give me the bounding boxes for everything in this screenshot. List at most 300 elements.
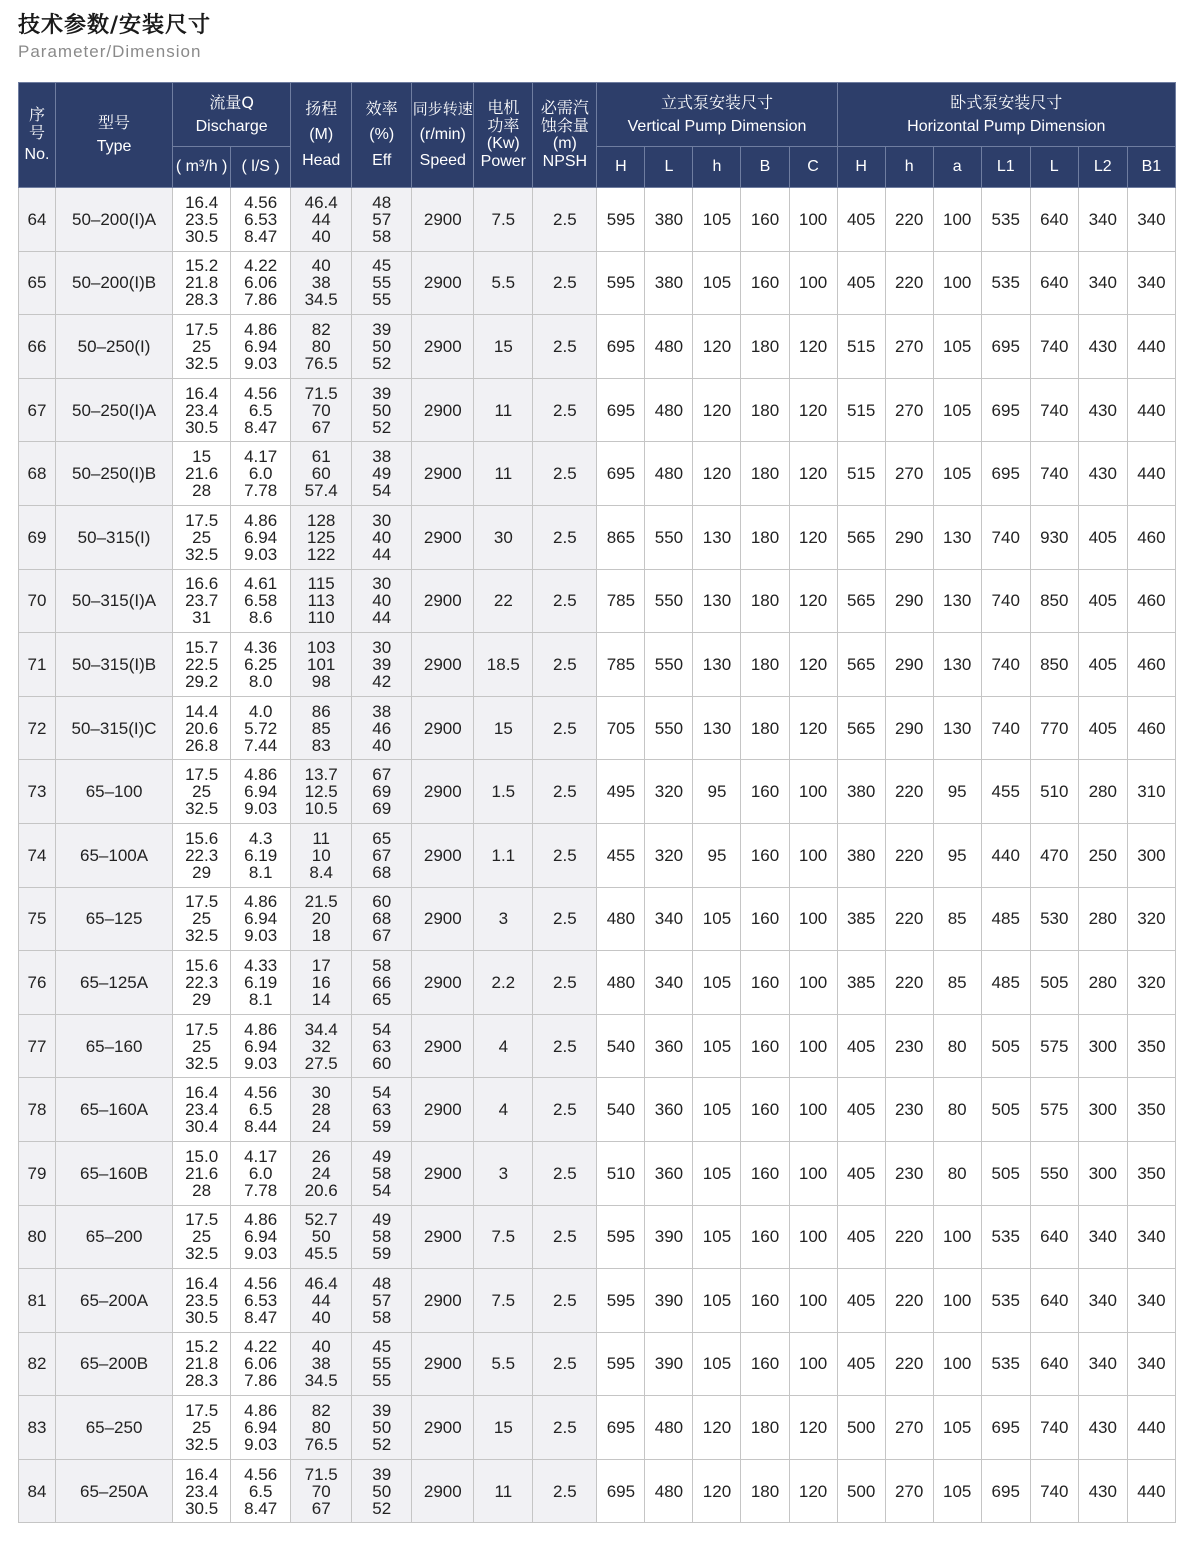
cell-discharge-ls-value: 8.44 [244, 1117, 278, 1137]
cell-no: 81 [19, 1269, 56, 1333]
cell-horizontal-dim: 640 [1030, 188, 1078, 252]
cell-head-value: 12.5 [304, 782, 338, 802]
cell-head [291, 315, 352, 379]
cell-eff [352, 442, 412, 506]
cell-speed: 2900 [412, 1014, 474, 1078]
cell-discharge-ls-value: 6.25 [244, 654, 278, 674]
cell-discharge-m3h [173, 442, 231, 506]
cell-discharge-m3h [173, 696, 231, 760]
cell-horizontal-dim: 80 [933, 1014, 981, 1078]
cell-no: 79 [19, 1141, 56, 1205]
cell-vertical-dim: 550 [645, 696, 693, 760]
cell-discharge-m3h-value: 31 [192, 608, 212, 628]
cell-head-value: 24 [311, 1163, 331, 1183]
cell-vertical-dim: 595 [597, 1332, 645, 1396]
cell-eff-value: 57 [372, 1290, 392, 1310]
cell-vertical-dim: 360 [645, 1078, 693, 1142]
cell-eff-value: 60 [372, 892, 392, 912]
cell-horizontal-dim: 105 [933, 378, 981, 442]
cell-vertical-dim: 100 [789, 951, 837, 1015]
cell-discharge-m3h [173, 633, 231, 697]
cell-power: 3 [474, 887, 533, 951]
cell-head-value: 128 [307, 510, 336, 530]
cell-discharge-m3h-value: 15.7 [185, 637, 219, 657]
cell-vertical-dim: 320 [645, 760, 693, 824]
cell-horizontal-dim: 640 [1030, 251, 1078, 315]
cell-horizontal-dim: 80 [933, 1141, 981, 1205]
cell-speed: 2900 [412, 760, 474, 824]
cell-horizontal-dim: 405 [837, 1141, 885, 1205]
cell-head [291, 696, 352, 760]
cell-vertical-dim: 360 [645, 1141, 693, 1205]
cell-type: 50–250(I)B [56, 442, 173, 506]
cell-power: 7.5 [474, 1205, 533, 1269]
cell-horizontal-dim: 850 [1030, 633, 1078, 697]
cell-horizontal-dim: 440 [1127, 1459, 1175, 1523]
cell-horizontal-dim: 220 [885, 188, 933, 252]
cell-head-value: 76.5 [304, 1435, 338, 1455]
cell-discharge-m3h-value: 17.5 [185, 1401, 219, 1421]
cell-eff-value: 57 [372, 209, 392, 229]
cell-no: 72 [19, 696, 56, 760]
cell-discharge-m3h-value: 23.4 [185, 1481, 219, 1501]
cell-vertical-dim: 160 [741, 951, 789, 1015]
cell-discharge-m3h [173, 1014, 231, 1078]
cell-eff-value: 38 [372, 701, 392, 721]
cell-type: 50–315(I) [56, 505, 173, 569]
cell-discharge-m3h [173, 760, 231, 824]
cell-no: 84 [19, 1459, 56, 1523]
cell-vertical-dim: 105 [693, 1141, 741, 1205]
cell-horizontal-dim: 405 [1078, 569, 1127, 633]
cell-discharge-m3h-value: 30.5 [185, 417, 219, 437]
page-title: 技术参数/安装尺寸 [18, 13, 212, 38]
cell-discharge-m3h-value: 29 [192, 989, 212, 1009]
cell-eff-value: 55 [372, 290, 392, 310]
cell-discharge-m3h-value: 15.6 [185, 955, 219, 975]
cell-horizontal-dim: 220 [885, 1205, 933, 1269]
cell-discharge-m3h-value: 32.5 [185, 353, 219, 373]
cell-power: 30 [474, 505, 533, 569]
cell-discharge-ls-value: 4.86 [244, 1210, 278, 1230]
cell-eff [352, 1269, 412, 1333]
cell-horizontal-dim: 270 [885, 1396, 933, 1460]
cell-eff-value: 38 [372, 447, 392, 467]
cell-speed: 2900 [412, 569, 474, 633]
cell-no: 82 [19, 1332, 56, 1396]
cell-type: 65–160 [56, 1014, 173, 1078]
cell-horizontal-dim: 105 [933, 1396, 981, 1460]
cell-horizontal-dim: 380 [837, 760, 885, 824]
cell-head-value: 80 [311, 1418, 331, 1438]
cell-head [291, 1205, 352, 1269]
cell-discharge-m3h [173, 823, 231, 887]
cell-npsh: 2.5 [533, 633, 597, 697]
cell-horizontal-dim: 280 [1078, 951, 1127, 1015]
cell-discharge-m3h-value: 23.5 [185, 1290, 219, 1310]
cell-vertical-dim: 180 [741, 1459, 789, 1523]
cell-vertical-dim: 95 [693, 760, 741, 824]
cell-npsh: 2.5 [533, 823, 597, 887]
cell-eff-value: 65 [372, 828, 392, 848]
cell-eff-value: 46 [372, 718, 392, 738]
cell-head [291, 1014, 352, 1078]
cell-head-value: 70 [311, 1481, 331, 1501]
cell-horizontal-dim: 300 [1078, 1078, 1127, 1142]
cell-head [291, 1141, 352, 1205]
cell-vertical-dim: 100 [789, 1332, 837, 1396]
cell-head-value: 80 [311, 336, 331, 356]
cell-discharge-m3h-value: 23.4 [185, 400, 219, 420]
cell-eff-value: 52 [372, 1435, 392, 1455]
cell-vertical-dim: 120 [789, 442, 837, 506]
cell-head-value: 10.5 [304, 799, 338, 819]
cell-discharge-ls-value: 6.53 [244, 209, 278, 229]
cell-discharge-m3h-value: 17.5 [185, 765, 219, 785]
cell-horizontal-dim: 575 [1030, 1014, 1078, 1078]
cell-discharge-ls-value: 6.19 [244, 845, 278, 865]
cell-discharge-ls-value: 4.0 [248, 701, 273, 721]
cell-horizontal-dim: 440 [1127, 1396, 1175, 1460]
cell-horizontal-dim: 515 [837, 315, 885, 379]
cell-vertical-dim: 480 [645, 1396, 693, 1460]
cell-head-value: 115 [307, 574, 335, 594]
cell-discharge-m3h-value: 28.3 [185, 1371, 219, 1391]
cell-vertical-dim: 595 [597, 1205, 645, 1269]
cell-power: 18.5 [474, 633, 533, 697]
cell-eff [352, 1014, 412, 1078]
cell-vertical-dim: 160 [741, 1078, 789, 1142]
cell-horizontal-dim: 460 [1127, 633, 1175, 697]
cell-discharge-m3h-value: 30.5 [185, 1498, 219, 1518]
cell-discharge-ls [231, 760, 291, 824]
cell-head-value: 13.7 [304, 765, 338, 785]
cell-type: 50–200(I)B [56, 251, 173, 315]
cell-horizontal-dim: 695 [981, 378, 1030, 442]
cell-vertical-dim: 120 [789, 633, 837, 697]
cell-eff-value: 66 [372, 972, 392, 992]
cell-discharge-m3h [173, 505, 231, 569]
cell-discharge-ls-value: 6.5 [248, 1481, 273, 1501]
cell-discharge-m3h-value: 23.4 [185, 1100, 219, 1120]
cell-head-value: 67 [311, 417, 331, 437]
cell-vertical-dim: 390 [645, 1269, 693, 1333]
cell-eff-value: 67 [372, 926, 392, 946]
cell-vertical-dim: 180 [741, 442, 789, 506]
cell-vertical-dim: 480 [645, 378, 693, 442]
cell-head-value: 34.4 [304, 1019, 338, 1039]
cell-horizontal-dim: 340 [1127, 1269, 1175, 1333]
cell-npsh: 2.5 [533, 1205, 597, 1269]
cell-discharge-ls-value: 4.56 [244, 1273, 278, 1293]
cell-discharge-m3h-value: 16.4 [185, 1464, 219, 1484]
cell-eff [352, 251, 412, 315]
cell-discharge-ls-value: 9.03 [244, 544, 278, 564]
cell-horizontal-dim: 340 [1078, 1332, 1127, 1396]
cell-horizontal-dim: 350 [1127, 1078, 1175, 1142]
cell-discharge-ls-value: 6.0 [248, 464, 273, 484]
cell-eff-value: 63 [372, 1100, 392, 1120]
cell-vertical-dim: 360 [645, 1014, 693, 1078]
cell-horizontal-dim: 405 [837, 1205, 885, 1269]
cell-head-value: 60 [311, 464, 331, 484]
cell-horizontal-dim: 340 [1127, 251, 1175, 315]
table-row [19, 315, 1176, 379]
cell-discharge-ls [231, 315, 291, 379]
cell-discharge-m3h-value: 25 [192, 1418, 212, 1438]
cell-horizontal-dim: 405 [1078, 505, 1127, 569]
cell-eff-value: 52 [372, 353, 392, 373]
cell-discharge-ls-value: 9.03 [244, 1244, 278, 1264]
cell-head-value: 103 [307, 637, 336, 657]
cell-horizontal-dim: 340 [1078, 251, 1127, 315]
cell-head-value: 26 [311, 1146, 331, 1166]
cell-discharge-m3h-value: 29 [192, 862, 212, 882]
cell-discharge-m3h-value: 15.2 [185, 256, 219, 276]
cell-horizontal-dim: 130 [933, 696, 981, 760]
cell-eff-value: 50 [372, 336, 392, 356]
cell-head-value: 45.5 [304, 1244, 338, 1264]
table-row [19, 1141, 1176, 1205]
cell-horizontal-dim: 740 [1030, 378, 1078, 442]
cell-head-value: 52.7 [304, 1210, 338, 1230]
cell-discharge-ls-value: 4.61 [244, 574, 278, 594]
cell-speed: 2900 [412, 315, 474, 379]
cell-npsh: 2.5 [533, 251, 597, 315]
cell-no: 64 [19, 188, 56, 252]
cell-horizontal-dim: 290 [885, 633, 933, 697]
cell-eff-value: 63 [372, 1036, 392, 1056]
cell-speed: 2900 [412, 951, 474, 1015]
cell-vertical-dim: 455 [597, 823, 645, 887]
cell-vertical-dim: 180 [741, 696, 789, 760]
cell-discharge-ls [231, 1332, 291, 1396]
cell-head-value: 20 [311, 909, 331, 929]
cell-vertical-dim: 120 [693, 315, 741, 379]
cell-power: 11 [474, 1459, 533, 1523]
cell-head-value: 10 [311, 845, 331, 865]
cell-discharge-ls [231, 823, 291, 887]
cell-head-value: 82 [311, 319, 331, 339]
cell-vertical-dim: 695 [597, 442, 645, 506]
header-h-a: a [933, 147, 981, 188]
cell-head-value: 16 [311, 972, 331, 992]
cell-eff-value: 67 [372, 845, 392, 865]
cell-npsh: 2.5 [533, 951, 597, 1015]
cell-discharge-ls-value: 8.6 [248, 608, 273, 628]
cell-head-value: 85 [311, 718, 331, 738]
cell-discharge-ls-value: 4.22 [244, 1337, 278, 1357]
cell-horizontal-dim: 220 [885, 887, 933, 951]
cell-discharge-m3h-value: 32.5 [185, 544, 219, 564]
cell-head-value: 46.4 [304, 1273, 338, 1293]
cell-no: 71 [19, 633, 56, 697]
cell-discharge-m3h-value: 15.0 [185, 1146, 219, 1166]
cell-discharge-m3h-value: 30.5 [185, 1307, 219, 1327]
cell-discharge-m3h-value: 17.5 [185, 510, 219, 530]
cell-head-value: 40 [311, 226, 331, 246]
cell-horizontal-dim: 385 [837, 951, 885, 1015]
cell-discharge-ls-value: 6.94 [244, 527, 278, 547]
cell-discharge-m3h-value: 25 [192, 1227, 212, 1247]
cell-vertical-dim: 380 [645, 188, 693, 252]
header-h-B1: B1 [1127, 147, 1175, 188]
cell-discharge-m3h-value: 25 [192, 336, 212, 356]
cell-vertical-dim: 130 [693, 569, 741, 633]
cell-eff [352, 1078, 412, 1142]
cell-speed: 2900 [412, 1078, 474, 1142]
table-row [19, 442, 1176, 506]
cell-vertical-dim: 480 [645, 1459, 693, 1523]
cell-discharge-m3h-value: 32.5 [185, 799, 219, 819]
cell-power: 5.5 [474, 251, 533, 315]
cell-vertical-dim: 105 [693, 887, 741, 951]
cell-head-value: 24 [311, 1117, 331, 1137]
cell-eff-value: 54 [372, 1019, 392, 1039]
cell-no: 68 [19, 442, 56, 506]
cell-power: 5.5 [474, 1332, 533, 1396]
cell-eff-value: 45 [372, 256, 392, 276]
cell-horizontal-dim: 300 [1078, 1141, 1127, 1205]
cell-horizontal-dim: 740 [981, 505, 1030, 569]
cell-horizontal-dim: 350 [1127, 1141, 1175, 1205]
cell-horizontal-dim: 270 [885, 442, 933, 506]
cell-head-value: 38 [311, 1354, 331, 1374]
cell-head [291, 251, 352, 315]
cell-vertical-dim: 550 [645, 505, 693, 569]
cell-horizontal-dim: 740 [981, 696, 1030, 760]
header-h-L1: L1 [981, 147, 1030, 188]
header-h-H: H [837, 147, 885, 188]
cell-discharge-m3h-value: 25 [192, 1036, 212, 1056]
cell-horizontal-dim: 300 [1127, 823, 1175, 887]
cell-discharge-m3h-value: 32.5 [185, 1244, 219, 1264]
cell-horizontal-dim: 405 [837, 1014, 885, 1078]
cell-horizontal-dim: 340 [1078, 188, 1127, 252]
cell-head-value: 70 [311, 400, 331, 420]
cell-eff-value: 59 [372, 1117, 392, 1137]
cell-eff-value: 55 [372, 1371, 392, 1391]
cell-discharge-ls-value: 7.78 [244, 1180, 278, 1200]
cell-horizontal-dim: 280 [1078, 760, 1127, 824]
cell-head-value: 71.5 [304, 1464, 338, 1484]
cell-vertical-dim: 160 [741, 1014, 789, 1078]
cell-vertical-dim: 510 [597, 1141, 645, 1205]
cell-horizontal-dim: 505 [981, 1078, 1030, 1142]
cell-npsh: 2.5 [533, 696, 597, 760]
cell-horizontal-dim: 770 [1030, 696, 1078, 760]
cell-discharge-m3h-value: 30.4 [185, 1117, 219, 1137]
cell-power: 1.1 [474, 823, 533, 887]
table-row [19, 1205, 1176, 1269]
cell-horizontal-dim: 430 [1078, 442, 1127, 506]
cell-vertical-dim: 100 [789, 887, 837, 951]
cell-speed: 2900 [412, 505, 474, 569]
header-v-C: C [789, 147, 837, 188]
cell-type: 65–100 [56, 760, 173, 824]
cell-eff [352, 887, 412, 951]
cell-discharge-m3h-value: 23.7 [185, 591, 219, 611]
cell-vertical-dim: 100 [789, 1269, 837, 1333]
cell-head-value: 40 [311, 1307, 331, 1327]
header-v-L: L [645, 147, 693, 188]
cell-head-value: 28 [311, 1100, 331, 1120]
cell-discharge-ls [231, 1141, 291, 1205]
cell-head-value: 8.4 [309, 862, 334, 882]
cell-vertical-dim: 480 [645, 442, 693, 506]
cell-type: 50–315(I)C [56, 696, 173, 760]
cell-eff-value: 68 [372, 909, 392, 929]
cell-horizontal-dim: 130 [933, 505, 981, 569]
cell-head-value: 125 [307, 527, 336, 547]
cell-discharge-ls [231, 1269, 291, 1333]
cell-head-value: 98 [311, 671, 331, 691]
cell-horizontal-dim: 220 [885, 951, 933, 1015]
cell-discharge-ls-value: 6.53 [244, 1290, 278, 1310]
cell-horizontal-dim: 230 [885, 1078, 933, 1142]
cell-discharge-ls-value: 6.94 [244, 782, 278, 802]
cell-vertical-dim: 105 [693, 1205, 741, 1269]
cell-eff [352, 951, 412, 1015]
cell-discharge-m3h-value: 15.6 [185, 828, 219, 848]
cell-vertical-dim: 160 [741, 188, 789, 252]
cell-vertical-dim: 695 [597, 1396, 645, 1460]
cell-horizontal-dim: 640 [1030, 1269, 1078, 1333]
header-no: 序 号 No. [19, 83, 56, 188]
cell-no: 70 [19, 569, 56, 633]
cell-vertical-dim: 105 [693, 251, 741, 315]
cell-discharge-ls [231, 696, 291, 760]
cell-head-value: 46.4 [304, 192, 338, 212]
cell-horizontal-dim: 350 [1127, 1014, 1175, 1078]
cell-vertical-dim: 865 [597, 505, 645, 569]
cell-npsh: 2.5 [533, 1332, 597, 1396]
cell-horizontal-dim: 565 [837, 505, 885, 569]
cell-discharge-ls [231, 1078, 291, 1142]
cell-discharge-m3h [173, 315, 231, 379]
cell-discharge-ls [231, 442, 291, 506]
cell-vertical-dim: 340 [645, 951, 693, 1015]
table-row [19, 823, 1176, 887]
cell-npsh: 2.5 [533, 442, 597, 506]
cell-discharge-ls-value: 9.03 [244, 1435, 278, 1455]
cell-eff-value: 45 [372, 1337, 392, 1357]
cell-speed: 2900 [412, 442, 474, 506]
cell-head-value: 18 [311, 926, 331, 946]
cell-head-value: 44 [311, 209, 331, 229]
cell-horizontal-dim: 530 [1030, 887, 1078, 951]
cell-discharge-ls-value: 4.22 [244, 256, 278, 276]
cell-speed: 2900 [412, 696, 474, 760]
cell-vertical-dim: 180 [741, 505, 789, 569]
cell-horizontal-dim: 695 [981, 1396, 1030, 1460]
cell-horizontal-dim: 290 [885, 569, 933, 633]
cell-eff-value: 44 [372, 544, 392, 564]
cell-discharge-ls [231, 887, 291, 951]
cell-discharge-ls-value: 8.0 [248, 671, 273, 691]
cell-eff [352, 505, 412, 569]
cell-horizontal-dim: 95 [933, 823, 981, 887]
cell-discharge-m3h-value: 16.4 [185, 1083, 219, 1103]
cell-horizontal-dim: 220 [885, 760, 933, 824]
cell-horizontal-dim: 430 [1078, 378, 1127, 442]
cell-discharge-m3h-value: 17.5 [185, 1019, 219, 1039]
cell-discharge-ls-value: 4.86 [244, 892, 278, 912]
cell-discharge-ls-value: 4.33 [244, 955, 278, 975]
cell-discharge-m3h-value: 22.3 [185, 972, 219, 992]
cell-discharge-ls-value: 6.94 [244, 1418, 278, 1438]
cell-eff-value: 58 [372, 1307, 392, 1327]
